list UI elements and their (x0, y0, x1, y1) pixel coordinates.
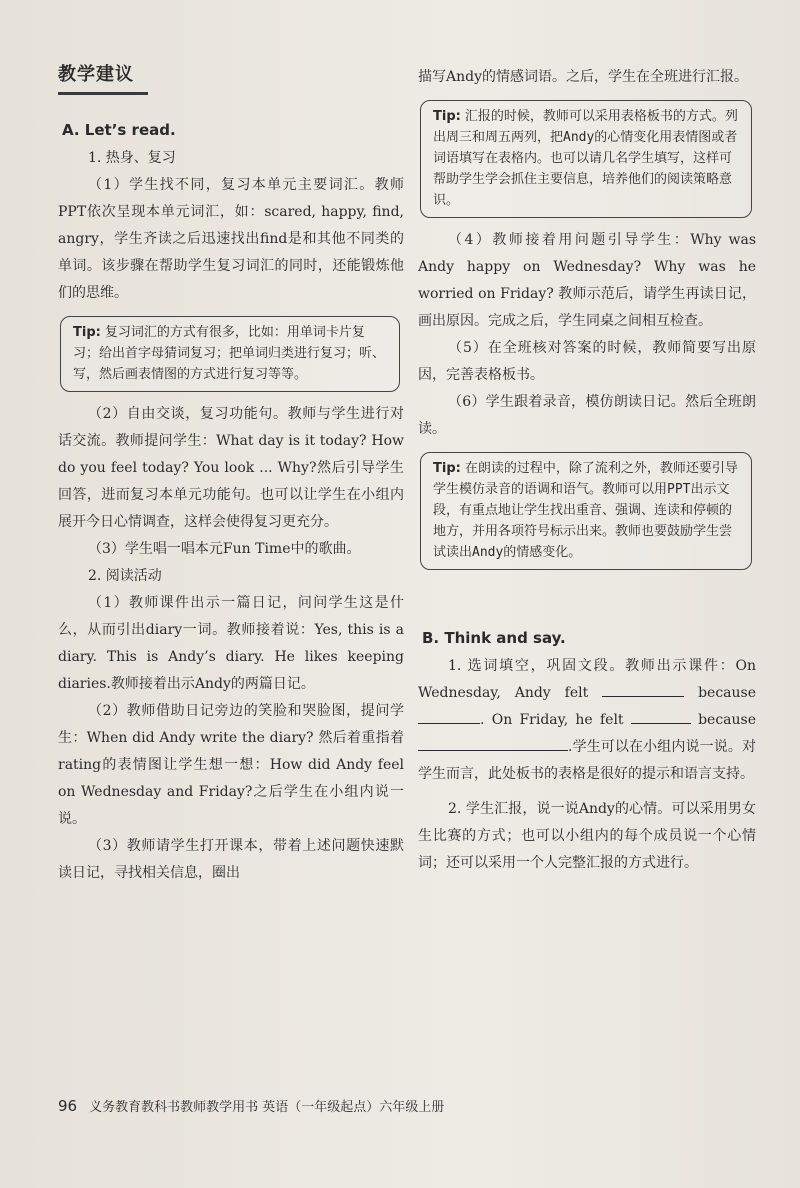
tip-text: 在朗读的过程中，除了流利之外，教师还要引导学生模仿录音的语调和语气。教师可以用PPT出示文段，有重点地让学生找出重音、强调、连读和停顿的地方，并用各项符号标示出来。教师也要鼓励学生尝试读出Andy的情感变化。 (433, 461, 738, 560)
exercise-1-text-b: because (698, 685, 757, 701)
section-b-heading: B. Think and say. (422, 629, 566, 647)
section-a-heading: A. Let’s read. (62, 121, 176, 139)
exercise-1-text-a: 1. 选词填空，巩固文段。教师出示课件：On Wednesday, Andy felt (418, 658, 756, 701)
paragraph-continued: 描写Andy的情感词语。之后，学生在全班进行汇报。 (418, 69, 748, 85)
teaching-suggestions-heading: 教学建议 (58, 60, 148, 95)
exercise-1-text-c: . On Friday, he felt (480, 712, 624, 728)
exercise-1-text-d: because (698, 712, 757, 728)
paragraph-1: （1）学生找不同，复习本单元主要词汇。教师PPT依次呈现本单元词汇，如：scared, happy, find, angry，学生齐读之后迅速找出find是和其他不同类的单词。该步骤在帮助学生复习词汇的同时，还能锻炼他们的思维。 (58, 177, 404, 301)
fill-blank-4 (418, 736, 568, 751)
fill-blank-3 (631, 709, 691, 724)
paragraph-6: （3）教师请学生打开课本，带着上述问题快速默读日记，寻找相关信息，圈出 (58, 838, 404, 881)
page-footer (58, 1096, 758, 1115)
tip-box-3 (420, 452, 752, 570)
fill-blank-2 (418, 709, 480, 724)
page-number: 96 (58, 1097, 78, 1115)
paragraph-2: （2）自由交谈，复习功能句。教师与学生进行对话交流。教师提问学生：What day is it today? How do you feel today? You look ... Why?然后引导学生回答，进而复习本单元功能句。也可以让学生在小组内展开今日心情调查，这样会使得复习更充分。 (58, 406, 404, 530)
warmup-heading: 1. 热身、复习 (88, 150, 176, 166)
exercise-2: 2. 学生汇报，说一说Andy的心情。可以采用男女生比赛的方式；也可以小组内的每个成员说一个心情词；还可以采用一个人完整汇报的方式进行。 (418, 801, 756, 871)
tip-text: 复习词汇的方式有很多，比如：用单词卡片复习；给出首字母猜词复习；把单词归类进行复习；听、写，然后画表情图的方式进行复习等等。 (73, 325, 386, 382)
tip-box-2 (420, 100, 752, 218)
paragraph-3: （3）学生唱一唱本元Fun Time中的歌曲。 (88, 541, 361, 557)
tip-text: 汇报的时候，教师可以采用表格板书的方式。列出周三和周五两列，把Andy的心情变化用表情图或者词语填写在表格内。也可以请几名学生填写，这样可帮助学生学会抓住主要信息，培养他们的阅读策略意识。 (433, 109, 738, 208)
paragraph-8: （5）在全班核对答案的时候，教师简要写出原因，完善表格板书。 (418, 340, 756, 383)
tip-label: Tip: (433, 109, 461, 124)
exercise-1 (418, 653, 756, 788)
right-column (418, 64, 756, 877)
fill-blank-1 (602, 682, 684, 697)
spacer (418, 579, 756, 623)
exercise-1-text-e: .学生可以在小组内说一说。对学生而言，此处板书的表格是很好的提示和语言支持。 (418, 739, 756, 782)
paragraph-9: （6）学生跟着录音，模仿朗读日记。然后全班朗读。 (418, 394, 756, 437)
tip-label: Tip: (73, 325, 101, 340)
paragraph-7: （4）教师接着用问题引导学生：Why was Andy happy on Wednesday? Why was he worried on Friday? 教师示范后，请学生再读日记，画出原因。完成之后，学生同桌之间相互检查。 (418, 232, 756, 329)
left-column (58, 60, 404, 887)
tip-label: Tip: (433, 461, 461, 476)
reading-heading: 2. 阅读活动 (88, 568, 162, 584)
book-title: 义务教育教科书教师教学用书 英语（一年级起点）六年级上册 (89, 1100, 445, 1115)
paragraph-5: （2）教师借助日记旁边的笑脸和哭脸图，提问学生：When did Andy write the diary? 然后着重指着rating的表情图让学生想一想：How did Andy feel on Wednesday and Friday?之后学生在小组内说一说。 (58, 703, 404, 827)
paragraph-4: （1）教师课件出示一篇日记，问问学生这是什么，从而引出diary一词。教师接着说：Yes, this is a diary. This is Andy’s diary. He likes keeping diaries.教师接着出示Andy的两篇日记。 (58, 595, 404, 692)
tip-box-1 (60, 316, 400, 392)
